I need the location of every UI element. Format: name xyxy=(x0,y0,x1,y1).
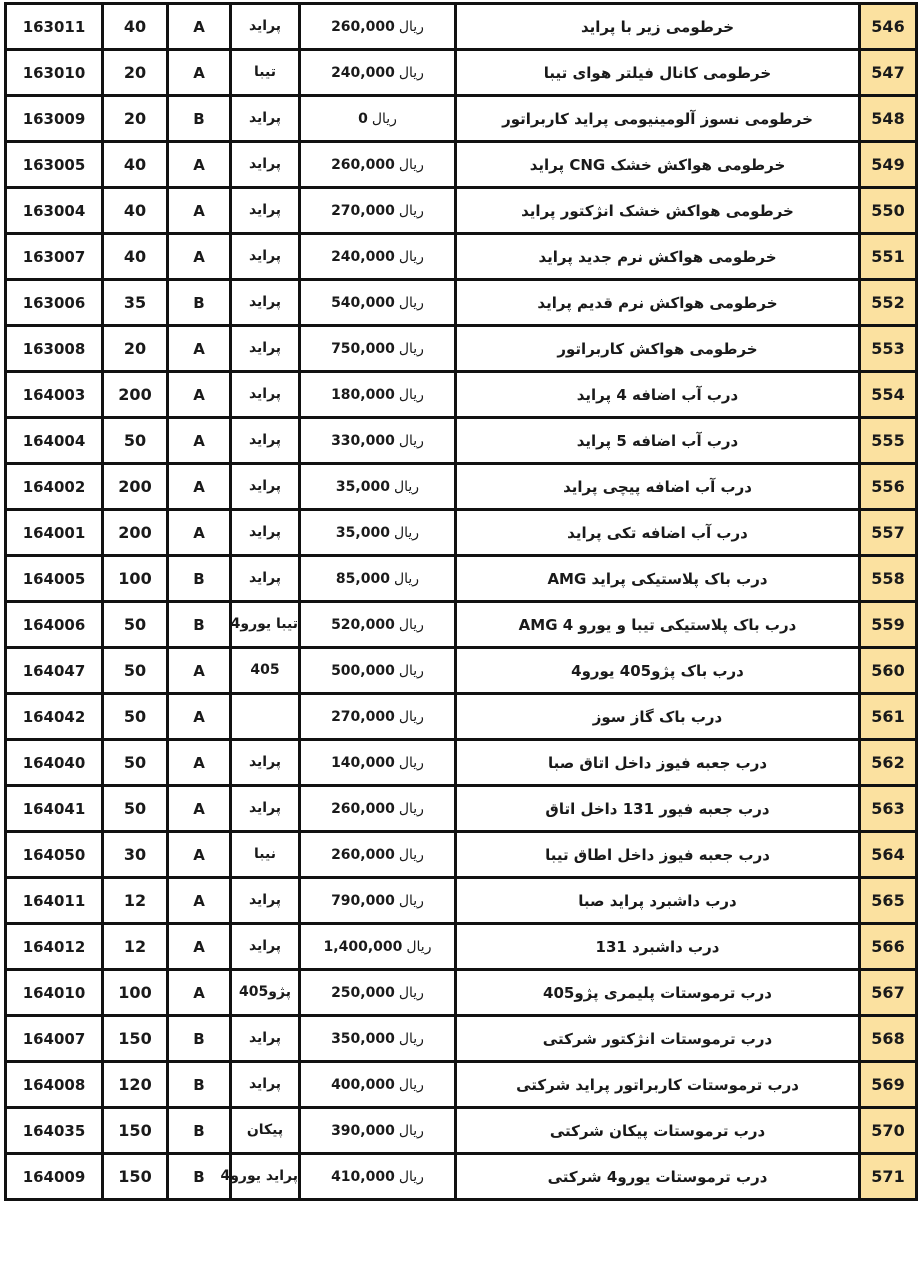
quantity-cell: 40 xyxy=(103,188,168,234)
table-row xyxy=(6,1016,917,1062)
row-number-cell: 558 xyxy=(860,556,917,602)
row-number-cell: 563 xyxy=(860,786,917,832)
product-name-cell: درب ترموستات پلیمری پژو405 xyxy=(456,970,860,1016)
car-model-cell: پراید xyxy=(231,878,300,924)
quantity-cell: 200 xyxy=(103,510,168,556)
table-row xyxy=(6,1062,917,1108)
grade-cell: A xyxy=(168,418,231,464)
price-cell xyxy=(300,1062,456,1108)
part-code-cell: 163006 xyxy=(6,280,103,326)
part-code-cell: 163010 xyxy=(6,50,103,96)
price-cell xyxy=(300,878,456,924)
quantity-cell: 200 xyxy=(103,372,168,418)
currency-label: ریال xyxy=(398,202,424,219)
currency-label: ریال xyxy=(393,570,420,587)
table-row xyxy=(6,510,917,556)
row-number-cell: 560 xyxy=(860,648,917,694)
price-cell xyxy=(300,924,456,970)
price-value: 35,000 xyxy=(335,478,390,495)
quantity-cell: 40 xyxy=(103,142,168,188)
quantity-cell: 150 xyxy=(103,1154,168,1200)
price-value: 240,000 xyxy=(331,248,395,265)
quantity-cell: 30 xyxy=(103,832,168,878)
row-number-cell: 551 xyxy=(860,234,917,280)
part-code-cell: 164035 xyxy=(6,1108,103,1154)
car-model-cell: نیبا xyxy=(231,832,300,878)
part-code-cell: 164008 xyxy=(6,1062,103,1108)
price-cell xyxy=(300,96,456,142)
price-cell xyxy=(300,142,456,188)
price-value: 270,000 xyxy=(331,202,395,219)
part-code-cell: 164012 xyxy=(6,924,103,970)
table-row xyxy=(6,970,917,1016)
price-value: 260,000 xyxy=(331,156,395,173)
currency-label: ریال xyxy=(398,800,424,817)
currency-label: ریال xyxy=(398,432,424,449)
price-value: 540,000 xyxy=(331,294,395,311)
part-code-cell: 164040 xyxy=(6,740,103,786)
car-model-cell: پراید xyxy=(231,142,300,188)
product-name-cell: درب باک پژو405 یورو4 xyxy=(456,648,860,694)
table-row xyxy=(6,4,917,50)
grade-cell: A xyxy=(168,4,231,50)
quantity-cell: 100 xyxy=(103,970,168,1016)
product-name-cell: درب باک گاز سوز xyxy=(456,694,860,740)
row-number-cell: 562 xyxy=(860,740,917,786)
grade-cell: A xyxy=(168,188,231,234)
currency-label: ریال xyxy=(398,248,424,265)
price-value: 260,000 xyxy=(331,18,395,35)
product-name-cell: درب ترموستات انژکتور شرکتی xyxy=(456,1016,860,1062)
currency-label: ریال xyxy=(398,662,424,679)
grade-cell: B xyxy=(168,1062,231,1108)
product-name-cell: خرطومی زیر با پراید xyxy=(456,4,860,50)
part-code-cell: 163009 xyxy=(6,96,103,142)
product-name-cell: درب ترموستات کاربراتور پراید شرکتی xyxy=(456,1062,860,1108)
price-cell xyxy=(300,1154,456,1200)
grade-cell: A xyxy=(168,510,231,556)
row-number-cell: 564 xyxy=(860,832,917,878)
price-cell xyxy=(300,4,456,50)
currency-label: ریال xyxy=(398,708,424,725)
currency-label: ریال xyxy=(398,294,424,311)
part-code-cell: 164009 xyxy=(6,1154,103,1200)
car-model-cell: تیبا یورو4 xyxy=(231,602,300,648)
grade-cell: B xyxy=(168,1016,231,1062)
table-row xyxy=(6,602,917,648)
quantity-cell: 20 xyxy=(103,96,168,142)
price-value: 260,000 xyxy=(331,846,395,863)
car-model-cell: پراید یورو4 xyxy=(231,1154,300,1200)
grade-cell: A xyxy=(168,648,231,694)
table-row xyxy=(6,50,917,96)
quantity-cell: 50 xyxy=(103,602,168,648)
product-name-cell: درب داشبرد پراید صبا xyxy=(456,878,860,924)
car-model-cell: پراید xyxy=(231,4,300,50)
car-model-cell: پراید xyxy=(231,740,300,786)
row-number-cell: 555 xyxy=(860,418,917,464)
car-model-cell: پراید xyxy=(231,556,300,602)
grade-cell: A xyxy=(168,234,231,280)
price-cell xyxy=(300,464,456,510)
quantity-cell: 50 xyxy=(103,786,168,832)
product-name-cell: درب آب اضافه پیچی پراید xyxy=(456,464,860,510)
car-model-cell: پراید xyxy=(231,280,300,326)
price-cell xyxy=(300,1016,456,1062)
quantity-cell: 20 xyxy=(103,326,168,372)
grade-cell: A xyxy=(168,326,231,372)
price-cell xyxy=(300,786,456,832)
car-model-cell: پراید xyxy=(231,1062,300,1108)
car-model-cell: پژو405 xyxy=(231,970,300,1016)
currency-label: ریال xyxy=(398,846,424,863)
currency-label: ریال xyxy=(398,1122,424,1139)
price-value: 1,400,000 xyxy=(323,938,403,955)
table-row xyxy=(6,740,917,786)
currency-label: ریال xyxy=(398,984,424,1001)
price-cell xyxy=(300,188,456,234)
currency-label: ریال xyxy=(398,386,424,403)
grade-cell: A xyxy=(168,372,231,418)
price-value: 410,000 xyxy=(331,1168,395,1185)
quantity-cell: 35 xyxy=(103,280,168,326)
part-code-cell: 164010 xyxy=(6,970,103,1016)
quantity-cell: 200 xyxy=(103,464,168,510)
car-model-cell: پراید xyxy=(231,372,300,418)
car-model-cell xyxy=(231,694,300,740)
price-cell xyxy=(300,234,456,280)
grade-cell: B xyxy=(168,280,231,326)
quantity-cell: 50 xyxy=(103,740,168,786)
price-cell xyxy=(300,1108,456,1154)
row-number-cell: 568 xyxy=(860,1016,917,1062)
currency-label: ریال xyxy=(406,938,432,955)
product-name-cell: درب جعبه فیور 131 داخل اتاق xyxy=(456,786,860,832)
currency-label: ریال xyxy=(398,64,424,81)
row-number-cell: 548 xyxy=(860,96,917,142)
grade-cell: A xyxy=(168,832,231,878)
table-row xyxy=(6,648,917,694)
car-model-cell: پراید xyxy=(231,96,300,142)
table-row xyxy=(6,280,917,326)
quantity-cell: 12 xyxy=(103,878,168,924)
part-code-cell: 164050 xyxy=(6,832,103,878)
price-value: 85,000 xyxy=(335,570,390,587)
part-code-cell: 163011 xyxy=(6,4,103,50)
part-code-cell: 164006 xyxy=(6,602,103,648)
price-value: 0 xyxy=(358,110,368,127)
currency-label: ریال xyxy=(398,754,424,771)
grade-cell: B xyxy=(168,1154,231,1200)
grade-cell: A xyxy=(168,50,231,96)
price-cell xyxy=(300,694,456,740)
product-name-cell: درب داشبرد 131 xyxy=(456,924,860,970)
car-model-cell: پراید xyxy=(231,1016,300,1062)
price-value: 350,000 xyxy=(331,1030,395,1047)
grade-cell: B xyxy=(168,1108,231,1154)
currency-label: ریال xyxy=(398,1168,424,1185)
price-value: 180,000 xyxy=(331,386,395,403)
part-code-cell: 164005 xyxy=(6,556,103,602)
currency-label: ریال xyxy=(398,892,424,909)
product-name-cell: درب آب اضافه 4 پراید xyxy=(456,372,860,418)
row-number-cell: 569 xyxy=(860,1062,917,1108)
product-name-cell: خرطومی هواکش خشک CNG پراید xyxy=(456,142,860,188)
price-cell xyxy=(300,832,456,878)
part-code-cell: 163007 xyxy=(6,234,103,280)
grade-cell: A xyxy=(168,464,231,510)
car-model-cell: 405 xyxy=(231,648,300,694)
currency-label: ریال xyxy=(398,1030,424,1047)
table-row xyxy=(6,1108,917,1154)
currency-label: ریال xyxy=(398,156,424,173)
price-cell xyxy=(300,326,456,372)
part-code-cell: 164002 xyxy=(6,464,103,510)
quantity-cell: 150 xyxy=(103,1108,168,1154)
part-code-cell: 164041 xyxy=(6,786,103,832)
table-body xyxy=(6,4,917,1200)
row-number-cell: 565 xyxy=(860,878,917,924)
car-model-cell: پراید xyxy=(231,464,300,510)
price-cell xyxy=(300,50,456,96)
table-row xyxy=(6,694,917,740)
product-name-cell: خرطومی نسوز آلومینیومی پراید کاربراتور xyxy=(456,96,860,142)
grade-cell: A xyxy=(168,878,231,924)
product-name-cell: درب ترموستات یورو4 شرکتی xyxy=(456,1154,860,1200)
price-cell xyxy=(300,970,456,1016)
car-model-cell: پراید xyxy=(231,188,300,234)
quantity-cell: 50 xyxy=(103,694,168,740)
grade-cell: B xyxy=(168,602,231,648)
price-cell xyxy=(300,648,456,694)
quantity-cell: 20 xyxy=(103,50,168,96)
car-model-cell: پراید xyxy=(231,924,300,970)
price-value: 35,000 xyxy=(335,524,390,541)
price-cell xyxy=(300,602,456,648)
product-name-cell: درب باک پلاستیکی پراید AMG xyxy=(456,556,860,602)
car-model-cell: پیکان xyxy=(231,1108,300,1154)
row-number-cell: 566 xyxy=(860,924,917,970)
quantity-cell: 50 xyxy=(103,418,168,464)
price-value: 500,000 xyxy=(331,662,395,679)
product-name-cell: خرطومی هواکش نرم قدیم پراید xyxy=(456,280,860,326)
part-code-cell: 164001 xyxy=(6,510,103,556)
part-code-cell: 164004 xyxy=(6,418,103,464)
currency-label: ریال xyxy=(398,18,424,35)
quantity-cell: 100 xyxy=(103,556,168,602)
grade-cell: A xyxy=(168,786,231,832)
row-number-cell: 546 xyxy=(860,4,917,50)
currency-label: ریال xyxy=(398,616,424,633)
grade-cell: B xyxy=(168,96,231,142)
price-value: 400,000 xyxy=(331,1076,395,1093)
table-row xyxy=(6,924,917,970)
grade-cell: A xyxy=(168,970,231,1016)
table-row xyxy=(6,418,917,464)
table-row xyxy=(6,96,917,142)
grade-cell: A xyxy=(168,924,231,970)
table-row xyxy=(6,878,917,924)
car-model-cell: پراید xyxy=(231,786,300,832)
part-code-cell: 164011 xyxy=(6,878,103,924)
price-value: 250,000 xyxy=(331,984,395,1001)
currency-label: ریال xyxy=(393,524,420,541)
price-list-table xyxy=(4,2,918,1201)
table-row xyxy=(6,188,917,234)
row-number-cell: 552 xyxy=(860,280,917,326)
row-number-cell: 559 xyxy=(860,602,917,648)
price-cell xyxy=(300,418,456,464)
table-row xyxy=(6,1154,917,1200)
price-value: 790,000 xyxy=(331,892,395,909)
part-code-cell: 164042 xyxy=(6,694,103,740)
price-cell xyxy=(300,510,456,556)
table-row xyxy=(6,142,917,188)
row-number-cell: 567 xyxy=(860,970,917,1016)
grade-cell: A xyxy=(168,142,231,188)
part-code-cell: 164007 xyxy=(6,1016,103,1062)
table-row xyxy=(6,234,917,280)
price-cell xyxy=(300,372,456,418)
price-value: 750,000 xyxy=(331,340,395,357)
row-number-cell: 557 xyxy=(860,510,917,556)
price-value: 270,000 xyxy=(331,708,395,725)
table-row xyxy=(6,832,917,878)
product-name-cell: خرطومی کانال فیلتر هوای تیبا xyxy=(456,50,860,96)
table-row xyxy=(6,464,917,510)
car-model-cell: پراید xyxy=(231,234,300,280)
row-number-cell: 561 xyxy=(860,694,917,740)
product-name-cell: درب آب اضافه 5 پراید xyxy=(456,418,860,464)
row-number-cell: 571 xyxy=(860,1154,917,1200)
currency-label: ریال xyxy=(398,1076,424,1093)
product-name-cell: خرطومی هواکش خشک انژکتور پراید xyxy=(456,188,860,234)
quantity-cell: 120 xyxy=(103,1062,168,1108)
product-name-cell: خرطومی هواکش کاربراتور xyxy=(456,326,860,372)
product-name-cell: درب آب اضافه تکی پراید xyxy=(456,510,860,556)
price-value: 140,000 xyxy=(331,754,395,771)
table-row xyxy=(6,556,917,602)
quantity-cell: 12 xyxy=(103,924,168,970)
product-name-cell: درب ترموستات پیکان شرکتی xyxy=(456,1108,860,1154)
row-number-cell: 554 xyxy=(860,372,917,418)
row-number-cell: 550 xyxy=(860,188,917,234)
price-value: 240,000 xyxy=(331,64,395,81)
car-model-cell: پراید xyxy=(231,326,300,372)
row-number-cell: 556 xyxy=(860,464,917,510)
part-code-cell: 163004 xyxy=(6,188,103,234)
price-cell xyxy=(300,740,456,786)
row-number-cell: 570 xyxy=(860,1108,917,1154)
car-model-cell: پراید xyxy=(231,510,300,556)
table-row xyxy=(6,372,917,418)
grade-cell: A xyxy=(168,694,231,740)
price-value: 520,000 xyxy=(331,616,395,633)
quantity-cell: 40 xyxy=(103,234,168,280)
quantity-cell: 150 xyxy=(103,1016,168,1062)
price-value: 390,000 xyxy=(331,1122,395,1139)
grade-cell: A xyxy=(168,740,231,786)
part-code-cell: 164047 xyxy=(6,648,103,694)
currency-label: ریال xyxy=(398,340,424,357)
product-name-cell: درب جعبه فیوز داخل اطاق تیبا xyxy=(456,832,860,878)
product-name-cell: خرطومی هواکش نرم جدید پراید xyxy=(456,234,860,280)
currency-label: ریال xyxy=(393,478,420,495)
quantity-cell: 40 xyxy=(103,4,168,50)
part-code-cell: 163008 xyxy=(6,326,103,372)
grade-cell: B xyxy=(168,556,231,602)
part-code-cell: 163005 xyxy=(6,142,103,188)
quantity-cell: 50 xyxy=(103,648,168,694)
price-value: 330,000 xyxy=(331,432,395,449)
currency-label: ریال xyxy=(371,110,397,127)
product-name-cell: درب باک پلاستیکی تیبا و یورو 4 AMG xyxy=(456,602,860,648)
car-model-cell: پراید xyxy=(231,418,300,464)
product-name-cell: درب جعبه فیوز داخل اتاق صبا xyxy=(456,740,860,786)
car-model-cell: تیبا xyxy=(231,50,300,96)
price-cell xyxy=(300,280,456,326)
price-cell xyxy=(300,556,456,602)
row-number-cell: 553 xyxy=(860,326,917,372)
part-code-cell: 164003 xyxy=(6,372,103,418)
table-row xyxy=(6,326,917,372)
row-number-cell: 549 xyxy=(860,142,917,188)
table-row xyxy=(6,786,917,832)
price-value: 260,000 xyxy=(331,800,395,817)
row-number-cell: 547 xyxy=(860,50,917,96)
